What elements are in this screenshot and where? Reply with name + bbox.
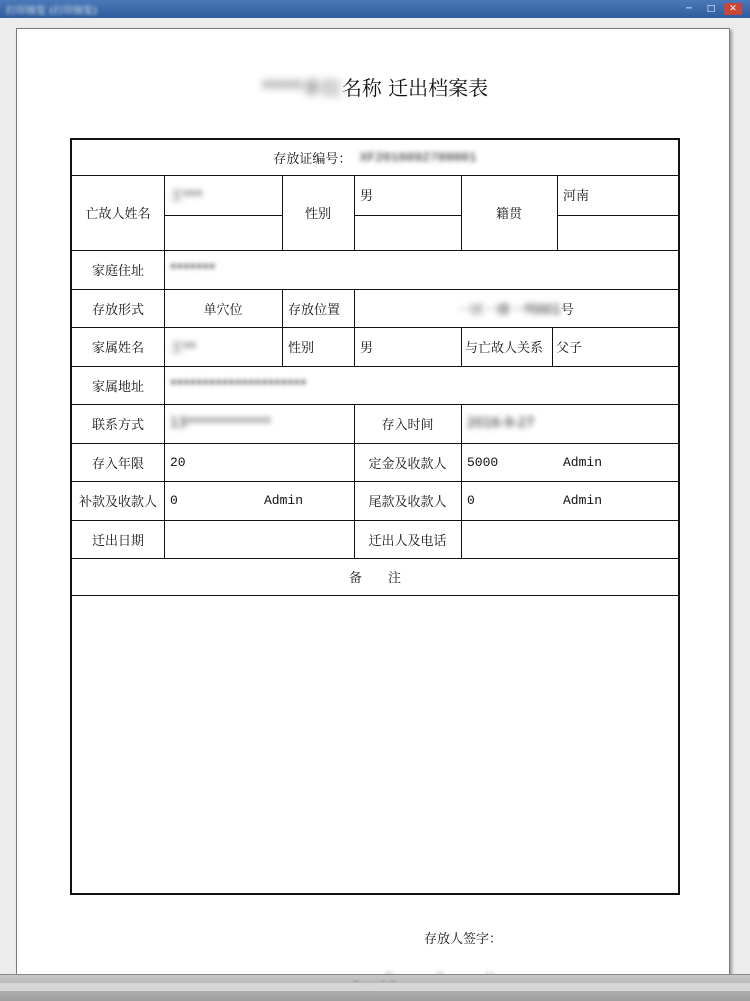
supplement-payee: Admin (264, 493, 304, 508)
deposit-value (461, 443, 678, 481)
relation-label: 与亡故人关系 (465, 341, 544, 356)
supplement-amount: 0 (170, 493, 178, 508)
title-main: 名称 迁出档案表 (341, 76, 489, 100)
window-title: 打印预览 (打印预览) (6, 6, 97, 17)
contact-label: 联系方式 (91, 418, 144, 433)
final-payee: Admin (563, 493, 603, 508)
home-address-label: 家庭住址 (91, 264, 144, 279)
storage-years-value: 20 (170, 454, 186, 470)
deposit-payee: Admin (563, 454, 603, 470)
final-payment-label: 尾款及收款人 (368, 495, 447, 510)
moveout-person-value (461, 520, 678, 558)
contact-value: 13************* (170, 416, 272, 431)
storage-form-value: 单穴位 (203, 302, 243, 318)
stored-time-label: 存入时间 (381, 418, 434, 433)
home-address-value: ******* (170, 262, 216, 277)
storage-form-label: 存放形式 (91, 302, 144, 318)
title-blurred: ****单位 (261, 76, 342, 100)
cert-label: 存放证编号： (273, 152, 352, 167)
archive-table (70, 138, 680, 895)
moveout-date-label: 迁出日期 (91, 533, 144, 549)
remarks-label: 备 注 (348, 571, 401, 586)
storage-location-blurred: 一区一排一列001 (458, 302, 561, 318)
family-gender-value: 男 (360, 341, 374, 356)
final-payment-value (461, 481, 678, 520)
family-address-value: ********************* (170, 377, 307, 393)
native-place-value: 河南 (563, 189, 590, 204)
family-name-value: 王** (170, 341, 197, 356)
remarks-area (72, 596, 678, 893)
close-button[interactable]: ✕ (724, 3, 742, 15)
cert-number-row (72, 140, 678, 175)
final-amount: 0 (467, 493, 475, 508)
storage-location-suffix: 号 (560, 302, 574, 318)
supplement-label: 补款及收款人 (78, 495, 157, 510)
deposit-amount: 5000 (467, 454, 499, 470)
native-place-label: 籍贯 (495, 207, 522, 222)
minimize-button[interactable]: ─ (686, 4, 692, 14)
window-titlebar (0, 0, 750, 18)
gender-value: 男 (360, 189, 374, 204)
page-title (0, 72, 750, 101)
storage-location-label: 存放位置 (288, 302, 341, 318)
family-gender-label: 性别 (288, 341, 315, 356)
horizontal-scrollbar[interactable] (0, 982, 750, 991)
stored-time-value: 2016-9-27 (467, 416, 535, 431)
deceased-name-label: 亡故人姓名 (85, 207, 151, 222)
moveout-date-value (164, 520, 354, 558)
family-address-label: 家属地址 (91, 379, 144, 395)
cert-value: XF2016092700001 (359, 150, 477, 165)
maximize-button[interactable]: □ (706, 4, 716, 14)
relation-value: 父子 (556, 341, 583, 356)
moveout-person-label: 迁出人及电话 (368, 533, 447, 549)
gender-label: 性别 (304, 207, 331, 222)
deposit-label: 定金及收款人 (368, 456, 447, 472)
storage-location-value (354, 289, 678, 327)
signature-label: 存放人签字： (424, 932, 503, 947)
family-name-label: 家属姓名 (91, 341, 144, 356)
deceased-name-value: 王*** (170, 189, 203, 204)
storage-years-label: 存入年限 (91, 456, 144, 472)
supplement-value (164, 481, 354, 520)
